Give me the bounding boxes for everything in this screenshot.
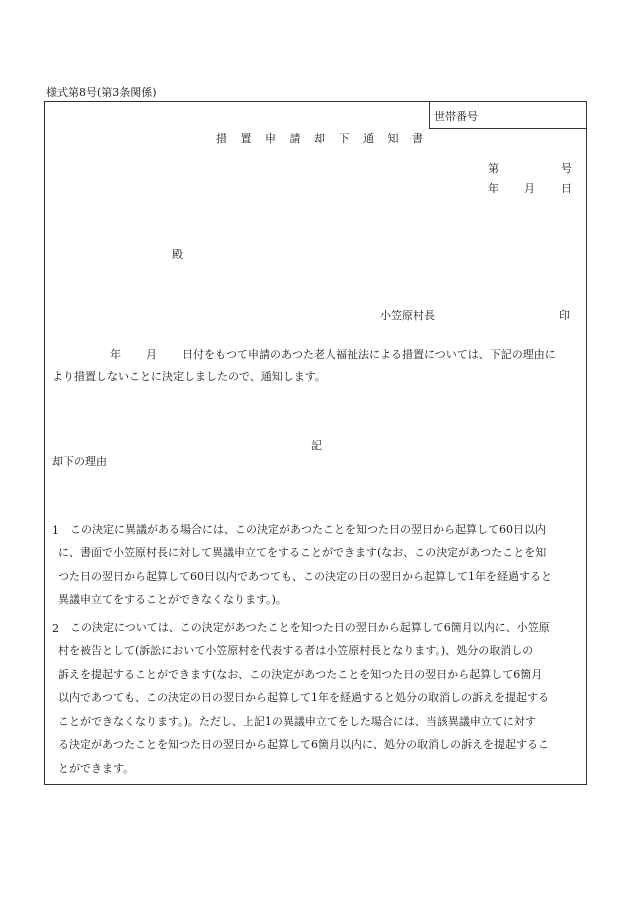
notice-1-line: に、書面で小笠原村長に対して異議申立てをすることができます(なお、この決定があつたことを知 <box>58 546 547 559</box>
notice-2-number: 2 <box>52 622 59 635</box>
body-month: 月 <box>146 348 157 361</box>
ki-heading: 記 <box>311 439 322 452</box>
notice-2 <box>70 616 550 640</box>
notice-1 <box>70 518 546 542</box>
form-number-label: 様式第8号(第3条関係) <box>46 86 157 99</box>
doc-number-suffix: 号 <box>561 162 572 175</box>
notice-1-number: 1 <box>52 524 59 537</box>
document-title: 措置申請却下通知書 <box>216 132 437 145</box>
rejection-reason-label: 却下の理由 <box>52 455 107 468</box>
notice-1-line: つた日の翌日から起算して60日以内であつても、この決定の日の翌日から起算して1年を経過すると <box>58 569 552 583</box>
notice-2-line: この決定については、この決定があつたことを知つた日の翌日から起算して6箇月以内に、小笠原 <box>70 621 550 634</box>
date-month: 月 <box>524 182 535 195</box>
date-year: 年 <box>488 182 499 195</box>
household-number-box <box>429 101 587 129</box>
notice-1-line: この決定に異議がある場合には、この決定があつたことを知つた日の翌日から起算して60日以内 <box>70 523 546 536</box>
issuer-name: 小笠原村長 <box>380 309 435 322</box>
seal-mark: 印 <box>559 309 570 322</box>
notice-2-line: ことができなくなります。)。ただし、上記1の異議申立てをした場合には、当該異議申立てに対す <box>58 714 536 728</box>
notice-2-line: とができます。 <box>58 761 135 775</box>
notice-2-cont <box>58 639 549 780</box>
notice-2-line: る決定があつたことを知つた日の翌日から起算して6箇月以内に、処分の取消しの訴えを提起するこ <box>58 738 549 751</box>
notice-2-line: 以内であつても、この決定の日の翌日から起算して1年を経過すると処分の取消しの訴えを提起する <box>58 691 549 704</box>
household-number-label: 世帯番号 <box>434 110 478 123</box>
notice-1-line: 異議申立てをすることができなくなります。)。 <box>58 593 287 606</box>
body-line-1: 日付をもつて申請のあつた老人福祉法による措置については、下記の理由に <box>182 348 556 361</box>
date-day: 日 <box>561 182 572 195</box>
notice-2-line: 村を被告として(訴訟において小笠原村を代表する者は小笠原村長となります。)、処分の取消しの <box>58 644 534 657</box>
notice-1-cont <box>58 541 552 612</box>
notice-2-line: 訴えを提起することができます(なお、この決定があつたことを知つた日の翌日から起算して6箇月 <box>58 667 543 681</box>
body-line-2: より措置しないことに決定しましたので、通知します。 <box>52 370 326 383</box>
addressee-honorific: 殿 <box>172 248 183 261</box>
doc-number-prefix: 第 <box>488 162 499 175</box>
body-year: 年 <box>110 348 121 361</box>
